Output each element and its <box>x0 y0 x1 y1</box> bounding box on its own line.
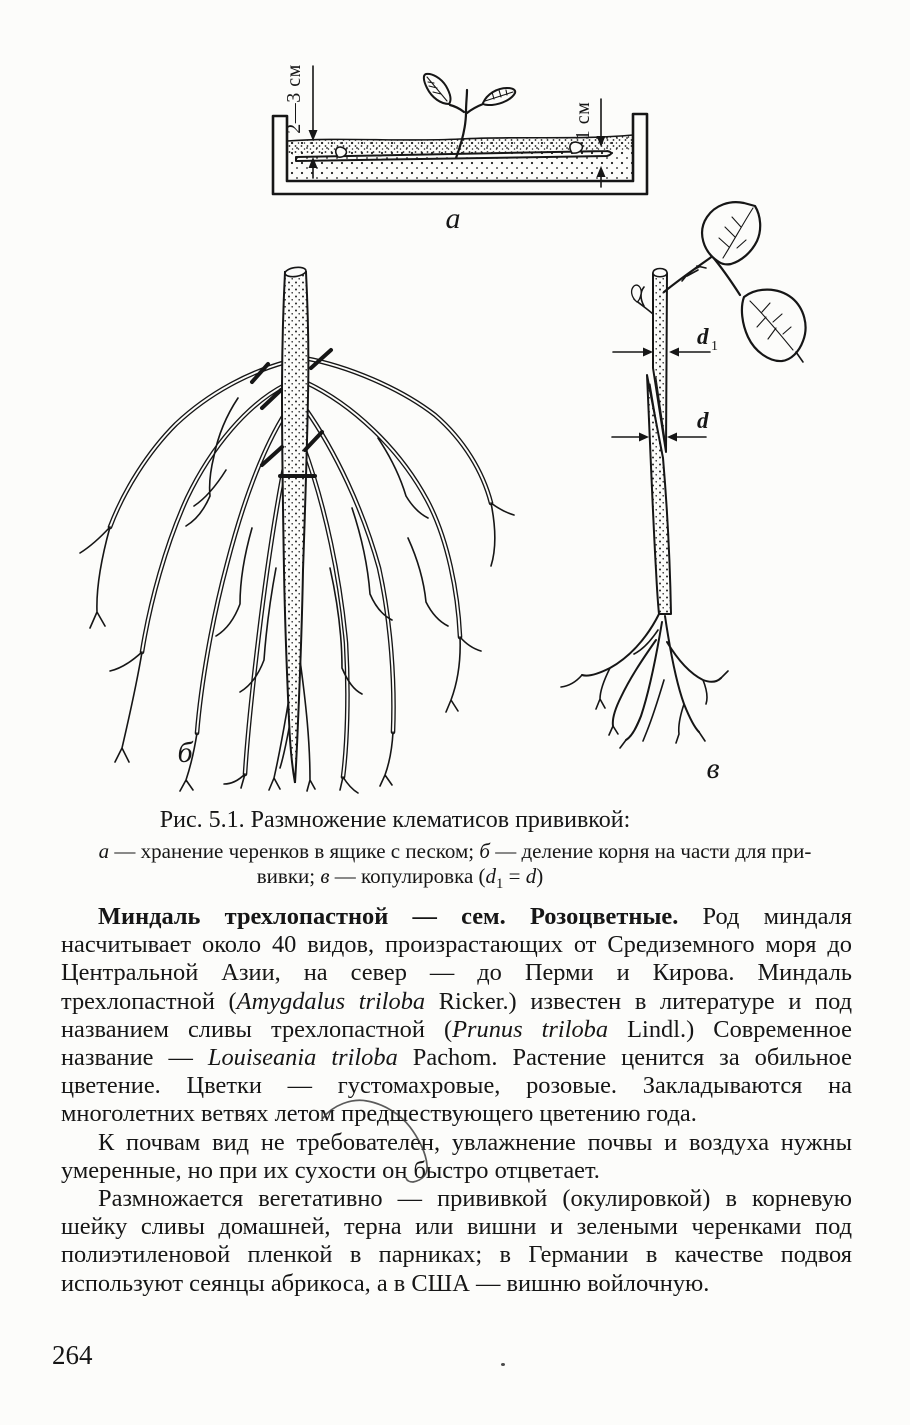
lower-leaf-tip <box>796 352 803 362</box>
figure-caption-legend <box>45 839 865 897</box>
paragraph-propagation: Размножается вегетативно — прививкой (окулировкой) в корневую шейку сливы домашней, терна или вишни и зелеными черенками под полиэтиленовой пленкой в парниках; в Германии в качестве подвоя используют сеянцы абрикоса, а в США — вишню войлочную. <box>61 1185 852 1297</box>
latin-name-louiseania: Louiseania triloba <box>207 1044 398 1072</box>
root-core <box>245 448 288 774</box>
panel-a-label: а <box>445 202 461 235</box>
legend-letter-a: а <box>98 839 110 863</box>
text-run: Lindl.) Современное название — <box>61 1015 852 1072</box>
root-core <box>305 382 460 637</box>
stick-bud-left <box>336 147 347 157</box>
legend-d2: d <box>525 864 537 888</box>
stick-bud-right <box>570 142 583 153</box>
panel-a-sand-box <box>273 64 647 235</box>
legend-text: ) <box>536 864 544 888</box>
legend-d1-sub: 1 <box>496 876 504 893</box>
panel-b-label: б <box>177 736 193 769</box>
legend-line-1 <box>45 839 865 864</box>
figure-caption-title: Рис. 5.1. Размножение клематисов прививкой: <box>159 807 631 833</box>
legend-text: — деление корня на части для при- <box>489 839 812 863</box>
panel-c-label: в <box>706 752 720 785</box>
root-stroke <box>245 448 288 774</box>
text-run: Род миндаля насчитывает около 40 видов, произрастающих от Средиземного моря до Центральной Азии, на север — до Перми и Кирова. Миндаль трехлопастной ( <box>61 903 852 1015</box>
lower-leaf <box>742 290 806 361</box>
dim-right-label: 1 см <box>572 101 594 141</box>
paragraph-almond <box>61 903 852 1129</box>
scion-bud <box>632 285 642 302</box>
latin-name-amygdalus: Amygdalus triloba <box>236 987 426 1015</box>
scion-top-cap <box>653 269 667 277</box>
legend-letter-v: в <box>320 864 330 888</box>
taproot-body-stipple <box>282 272 308 783</box>
page-number: 264 <box>52 1340 93 1370</box>
right-root-tips <box>340 503 514 793</box>
legend-text: = <box>503 864 526 888</box>
legend-text: — хранение черенков в ящике с песком; <box>109 839 480 863</box>
root-stroke <box>304 358 491 503</box>
root-core <box>304 358 491 503</box>
root-stroke <box>305 382 460 637</box>
text-run: Ricker.) известен в литературе и под названием сливы трехлопастной ( <box>61 987 852 1043</box>
dim-d1-subscript: 1 <box>711 339 718 354</box>
dim-d-letter: d <box>697 408 709 433</box>
body-text <box>61 903 852 1298</box>
panel-c-grafting <box>561 202 806 785</box>
legend-line-2 <box>0 864 810 897</box>
paragraph-lead-bold: Миндаль трехлопастной — сем. Розоцветные. <box>98 903 679 930</box>
legend-d1: d <box>485 864 497 888</box>
root-stroke <box>303 445 347 777</box>
latin-name-prunus: Prunus triloba <box>452 1015 609 1043</box>
legend-text: вивки; <box>256 864 321 888</box>
paper-speck <box>501 1363 505 1366</box>
rootstock-rootlets <box>561 630 728 748</box>
panel-b-root-clump <box>80 266 514 793</box>
text-run: Pachom. Растение ценится за обильное цветение. Цветки — густомахровые, розовые. Закладываются на многолетних ветвях летом предшествующего цветению года. <box>61 1044 852 1128</box>
paragraph-soil: К почвам вид не требователен, увлажнение почвы и воздуха нужны умеренные, но при их сухости он быстро отцветает. <box>61 1128 852 1184</box>
dim-d1-letter: d <box>697 324 709 349</box>
legend-letter-b: б <box>479 839 490 863</box>
legend-text: — копулировка ( <box>329 864 486 888</box>
dim-d1-arrow-right <box>669 348 679 357</box>
dim-d-arrow-right <box>667 433 677 442</box>
dim-d-arrow-left <box>639 433 649 442</box>
dim-left-label: 2—3 см <box>283 64 305 134</box>
dim-d1-arrow-left <box>643 348 653 357</box>
